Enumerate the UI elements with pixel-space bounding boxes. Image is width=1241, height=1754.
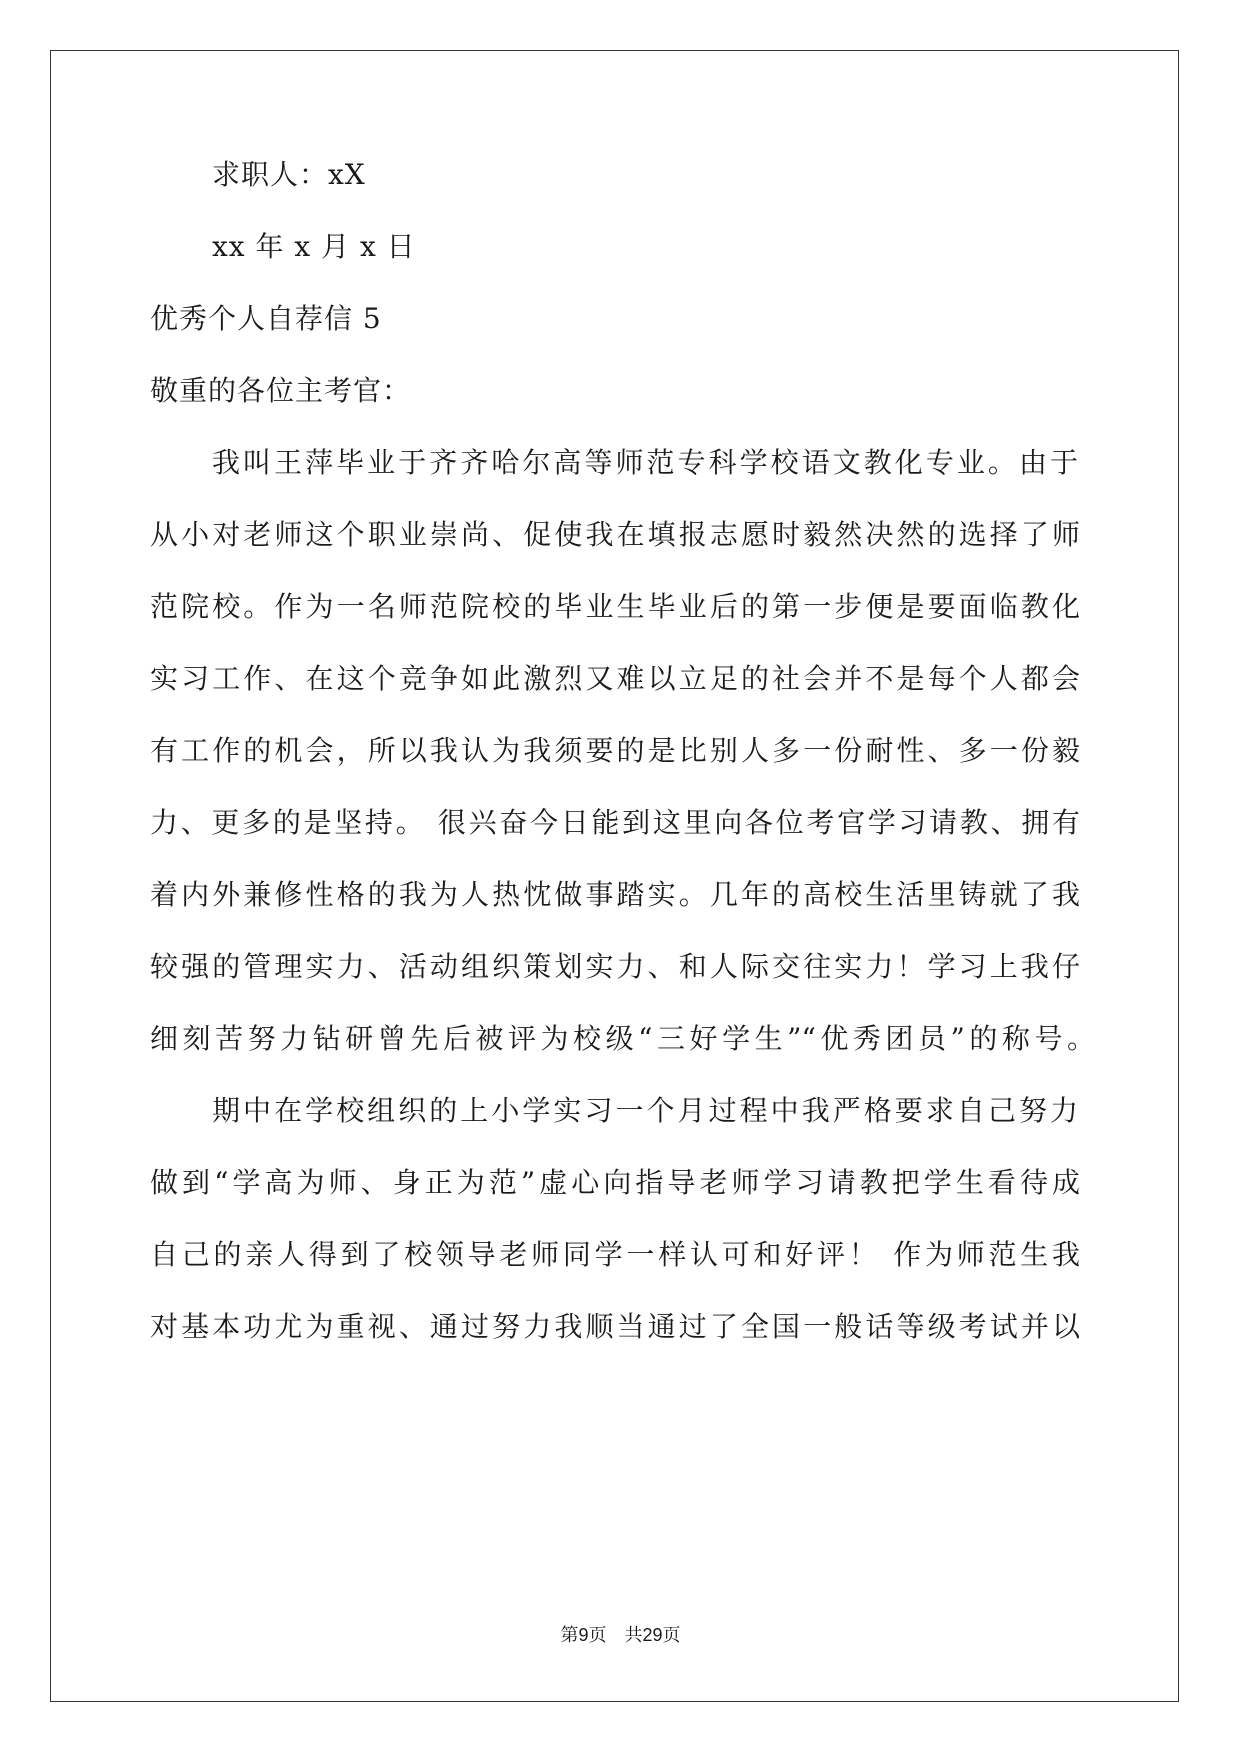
body-line: 实习工作、在这个竞争如此激烈又难以立足的社会并不是每个人都会: [150, 662, 1080, 695]
body-line: 期中在学校组织的上小学实习一个月过程中我严格要求自己努力: [212, 1094, 1078, 1127]
page-footer: [0, 1624, 1241, 1647]
body-line: 力、更多的是坚持。 很兴奋今日能到这里向各位考官学习请教、拥有: [150, 806, 1080, 839]
body-line: 有工作的机会，所以我认为我须要的是比别人多一份耐性、多一份毅: [150, 734, 1080, 767]
body-line: 做到“学高为师、身正为范”虚心向指导老师学习请教把学生看待成: [150, 1166, 1080, 1199]
body-line: 对基本功尤为重视、通过努力我顺当通过了全国一般话等级考试并以: [150, 1310, 1080, 1343]
page-prefix: 第: [560, 1625, 579, 1646]
body-line: 我叫王萍毕业于齐齐哈尔高等师范专科学校语文教化专业。由于: [212, 446, 1078, 479]
current-page-number: 9: [578, 1625, 589, 1645]
salutation: 敬重的各位主考官：: [150, 374, 412, 407]
total-prefix: 共: [624, 1625, 643, 1646]
total-page-number: 29: [642, 1625, 663, 1645]
page-suffix: 页: [588, 1625, 607, 1646]
body-line: 范院校。作为一名师范院校的毕业生毕业后的第一步便是要面临教化: [150, 590, 1080, 623]
body-line: 较强的管理实力、活动组织策划实力、和人际交往实力！学习上我仔: [150, 950, 1080, 983]
total-suffix: 页: [662, 1625, 681, 1646]
body-line: 细刻苦努力钻研曾先后被评为校级“三好学生”“优秀团员”的称号。: [150, 1022, 1095, 1055]
page-border: [50, 50, 1179, 1702]
date-line: xx 年 x 月 x 日: [212, 230, 416, 263]
section-title: 优秀个人自荐信 5: [150, 302, 382, 335]
body-line: 着内外兼修性格的我为人热忱做事踏实。几年的高校生活里铸就了我: [150, 878, 1080, 911]
body-line: 自己的亲人得到了校领导老师同学一样认可和好评！ 作为师范生我: [150, 1238, 1080, 1271]
signature-line: 求职人：xX: [212, 158, 366, 191]
body-line: 从小对老师这个职业崇尚、促使我在填报志愿时毅然决然的选择了师: [150, 518, 1080, 551]
